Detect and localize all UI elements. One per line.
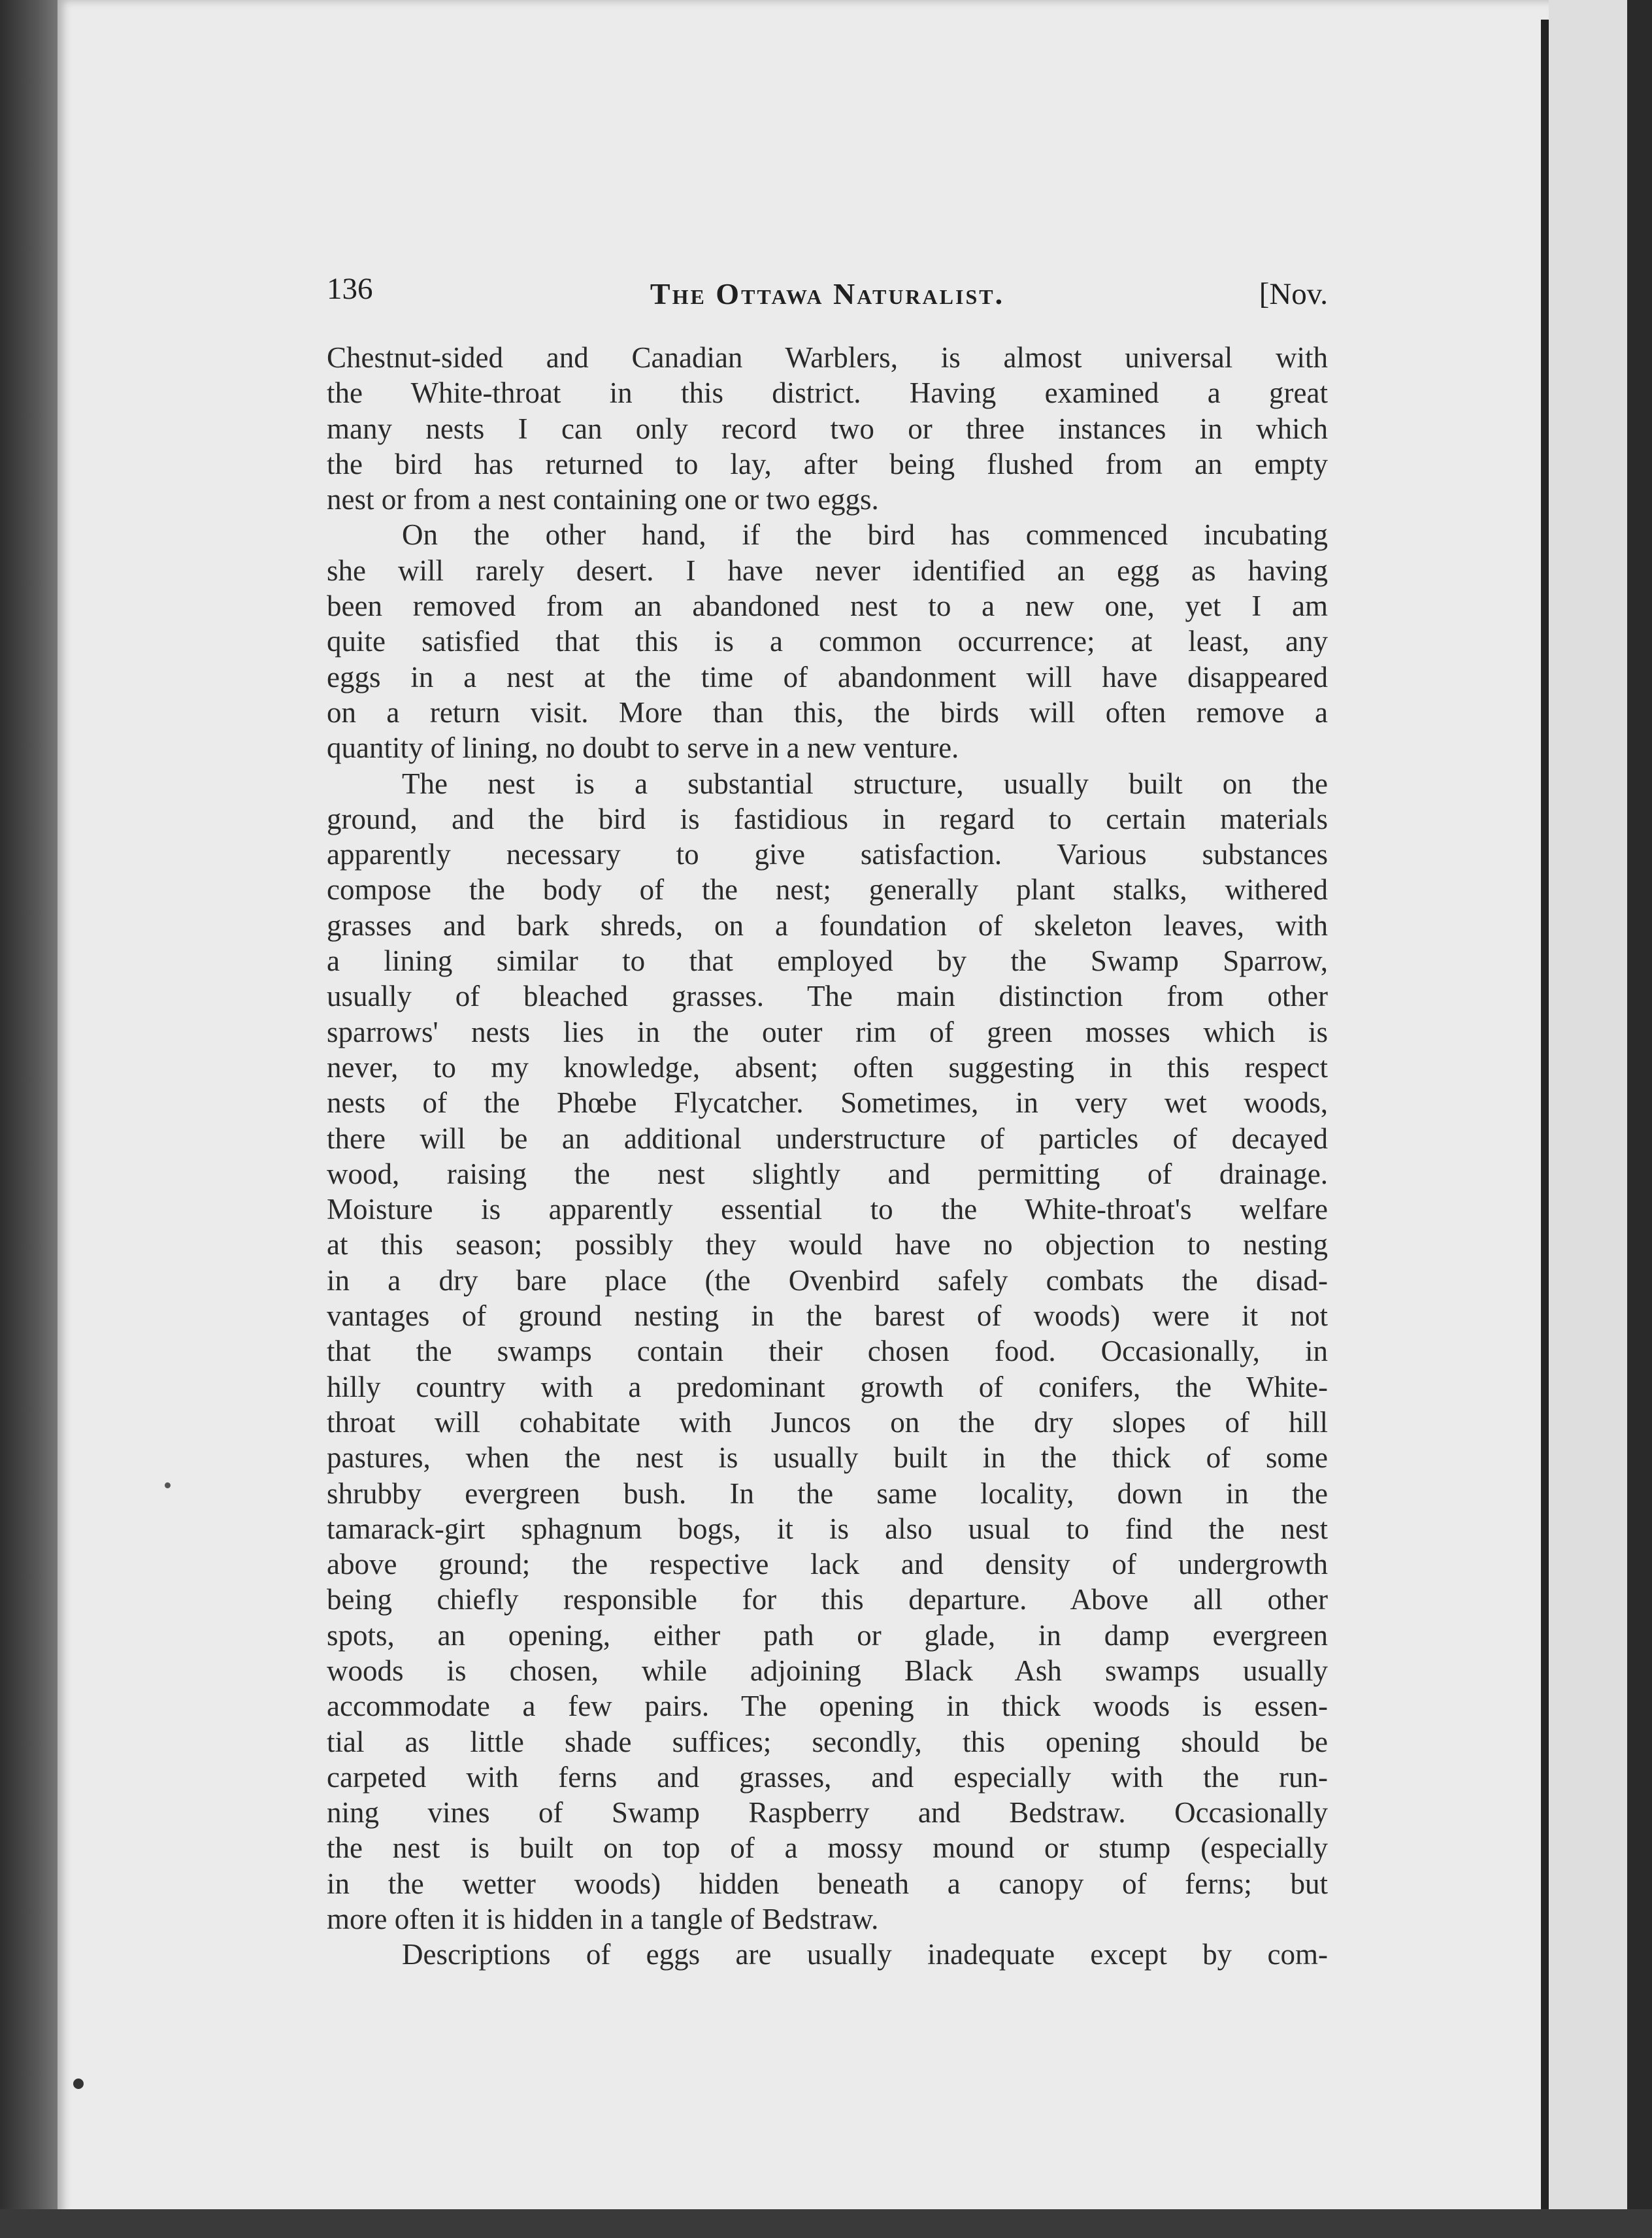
text-line: pastures, when the nest is usually built in the thick of some — [327, 1441, 1328, 1475]
text-line: quite satisfied that this is a common occurrence; at least, any — [327, 625, 1328, 658]
text-line: accommodate a few pairs. The opening in thick woods is essen- — [327, 1690, 1328, 1723]
text-line: quantity of lining, no doubt to serve in a new venture. — [327, 731, 959, 765]
text-line: carpeted with ferns and grasses, and especially with the run- — [327, 1760, 1328, 1794]
text-line: in a dry bare place (the Ovenbird safely combats the disad- — [327, 1263, 1328, 1297]
text-line: on a return visit. More than this, the birds will often remove a — [327, 695, 1328, 729]
text-line: shrubby evergreen bush. In the same locality, down in the — [327, 1477, 1328, 1510]
text-line: more often it is hidden in a tangle of Bedstraw. — [327, 1903, 879, 1936]
text-line: the White-throat in this district. Having examined a great — [327, 376, 1328, 410]
scan-left-edge — [0, 0, 60, 2238]
text-line: tamarack-girt sphagnum bogs, it is also usual to find the nest — [327, 1512, 1328, 1545]
text-line: compose the body of the nest; generally plant stalks, withered — [327, 873, 1328, 907]
scan-bottom-edge — [0, 2209, 1652, 2238]
running-head — [327, 271, 1328, 310]
text-line: ning vines of Swamp Raspberry and Bedstraw. Occasionally — [327, 1796, 1328, 1829]
paragraph-start-line: The nest is a substantial structure, usually built on the — [402, 767, 1328, 800]
journal-title: The Ottawa Naturalist. — [650, 277, 1005, 310]
page-speck — [165, 1482, 171, 1488]
text-line: above ground; the respective lack and density of undergrowth — [327, 1548, 1328, 1581]
paragraph-start-line: Descriptions of eggs are usually inadequate except by com- — [402, 1938, 1328, 1971]
text-line: usually of bleached grasses. The main distinction from other — [327, 980, 1328, 1013]
text-line: ground, and the bird is fastidious in regard to certain materials — [327, 802, 1328, 835]
text-line: hilly country with a predominant growth of conifers, the White- — [327, 1370, 1328, 1403]
text-line: grasses and bark shreds, on a foundation of skeleton leaves, with — [327, 909, 1328, 942]
text-line: nest or from a nest containing one or two eggs. — [327, 483, 879, 516]
paragraph-start-line: On the other hand, if the bird has commenced incubating — [402, 518, 1328, 552]
text-line: the nest is built on top of a mossy mound or stump (especially — [327, 1831, 1328, 1865]
text-line: throat will cohabitate with Juncos on the dry slopes of hill — [327, 1405, 1328, 1439]
text-line: spots, an opening, either path or glade, in damp evergreen — [327, 1618, 1328, 1652]
text-line: Moisture is apparently essential to the White-throat's welfare — [327, 1193, 1328, 1226]
text-line: a lining similar to that employed by the Swamp Sparrow, — [327, 944, 1328, 978]
page-gutter — [1541, 20, 1549, 2238]
issue-month: [Nov. — [1259, 277, 1328, 311]
text-line: vantages of ground nesting in the barest of woods) were it not — [327, 1299, 1328, 1333]
text-line: she will rarely desert. I have never identified an egg as having — [327, 554, 1328, 587]
page-number: 136 — [327, 272, 373, 306]
article-body — [327, 340, 1328, 1973]
text-line: tial as little shade suffices; secondly, this opening should be — [327, 1725, 1328, 1758]
text-line: at this season; possibly they would have no objection to nesting — [327, 1228, 1328, 1261]
scan-right-edge — [1627, 0, 1652, 2238]
text-line: nests of the Phœbe Flycatcher. Sometimes, in very wet woods, — [327, 1086, 1328, 1120]
text-line: there will be an additional understructure of particles of decayed — [327, 1122, 1328, 1155]
text-line: wood, raising the nest slightly and permitting of drainage. — [327, 1157, 1328, 1190]
text-line: eggs in a nest at the time of abandonment will have disappeared — [327, 660, 1328, 693]
text-line: the bird has returned to lay, after being flushed from an empty — [327, 447, 1328, 480]
text-line: in the wetter woods) hidden beneath a canopy of ferns; but — [327, 1867, 1328, 1900]
page-speck — [73, 2079, 84, 2089]
text-line: never, to my knowledge, absent; often suggesting in this respect — [327, 1050, 1328, 1084]
text-line: woods is chosen, while adjoining Black Ash swamps usually — [327, 1654, 1328, 1687]
text-line: sparrows' nests lies in the outer rim of green mosses which is — [327, 1015, 1328, 1048]
text-line: that the swamps contain their chosen food. Occasionally, in — [327, 1335, 1328, 1368]
text-line: apparently necessary to give satisfaction. Various substances — [327, 838, 1328, 871]
text-line: many nests I can only record two or three instances in which — [327, 412, 1328, 445]
text-line: being chiefly responsible for this departure. Above all other — [327, 1583, 1328, 1616]
text-line: Chestnut-sided and Canadian Warblers, is almost universal with — [327, 341, 1328, 374]
text-line: been removed from an abandoned nest to a new one, yet I am — [327, 590, 1328, 623]
